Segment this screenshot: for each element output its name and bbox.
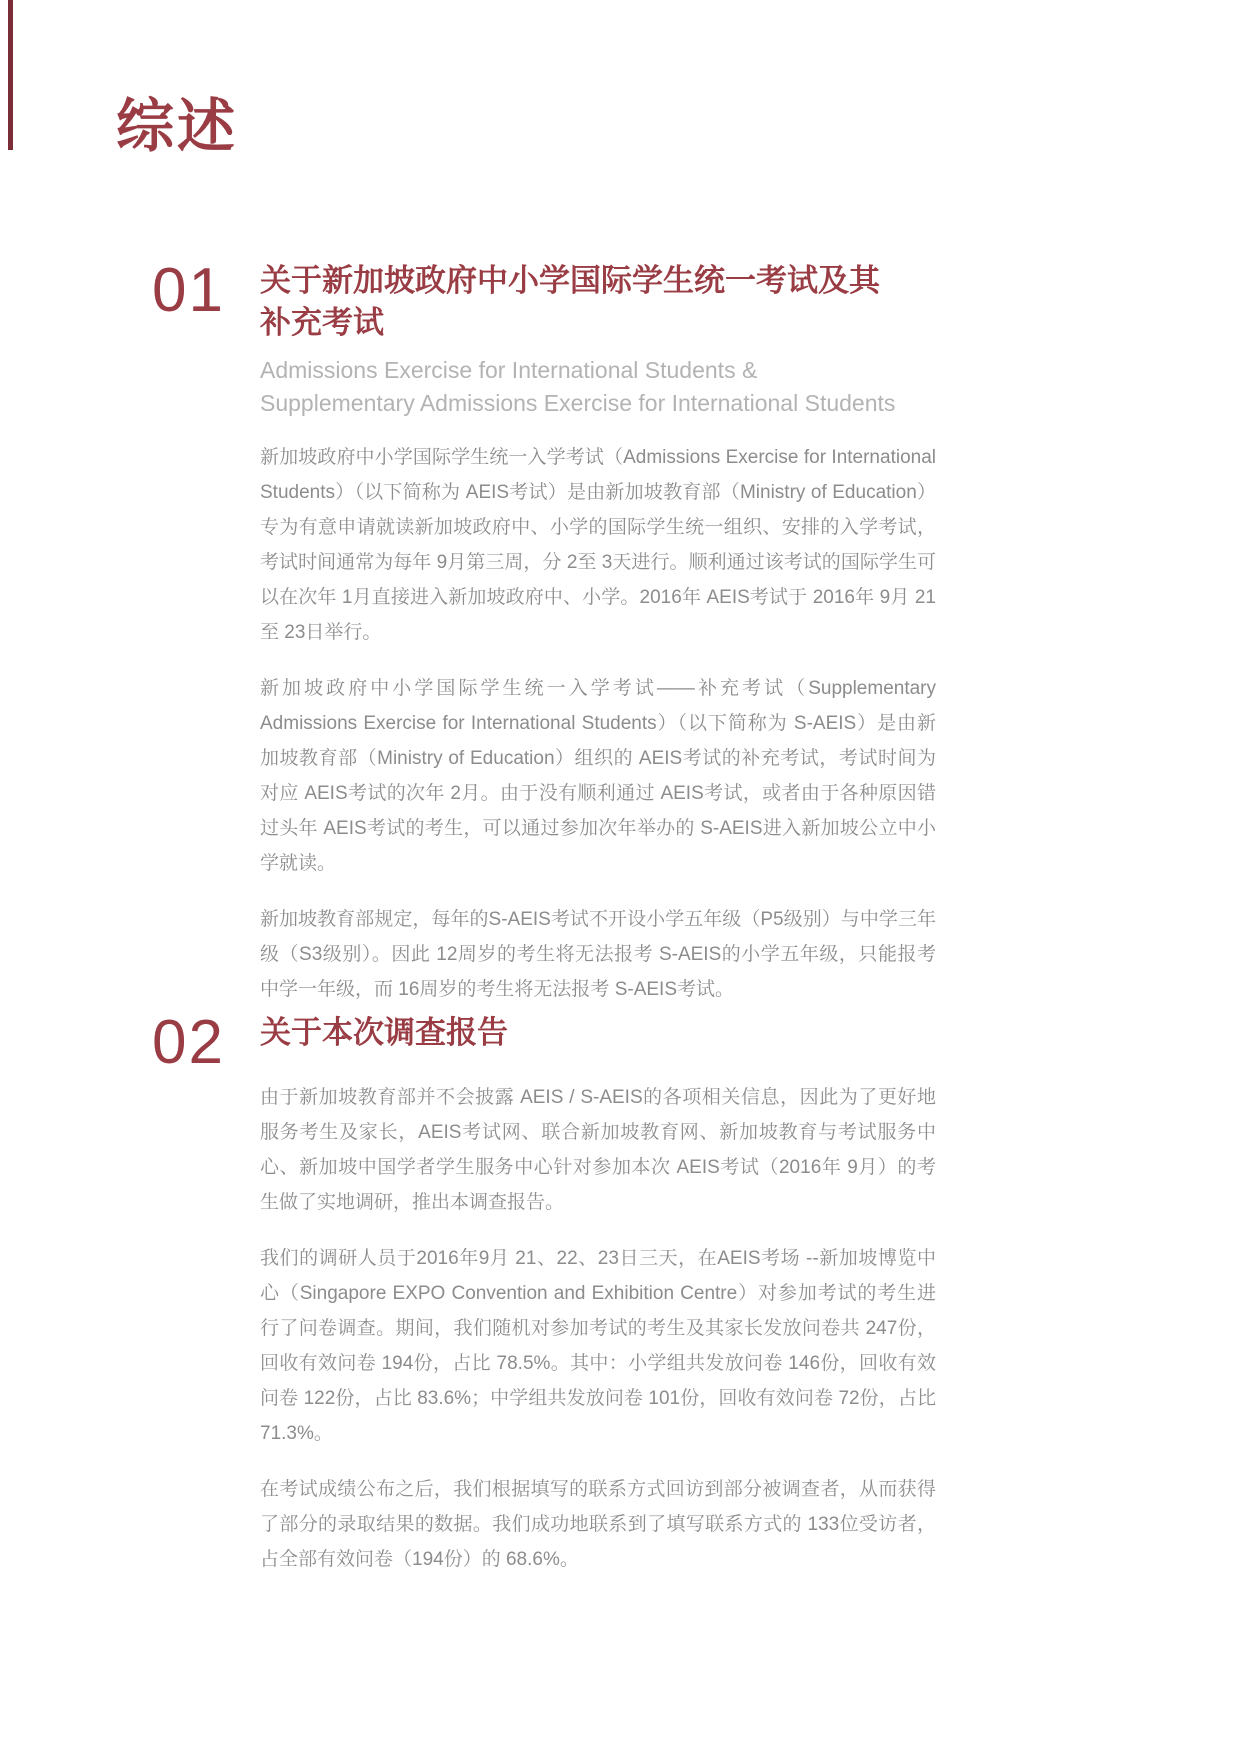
section-body bbox=[260, 1012, 936, 1577]
section-survey-report bbox=[152, 1008, 936, 1577]
left-accent-stripe bbox=[8, 0, 13, 150]
section-body bbox=[260, 260, 936, 1007]
section-number: 01 bbox=[152, 256, 225, 325]
paragraph: 新加坡政府中小学国际学生统一入学考试（Admissions Exercise for International Students）（以下简称为 AEIS考试）是由新加坡教育部（Ministry of Education）专为有意申请就读新加坡政府中、小学的国际学生统一组织、安排的入学考试，考试时间通常为每年 9月第三周，分 2至 3天进行。顺利通过该考试的国际学生可以在次年 1月直接进入新加坡政府中、小学。2016年 AEIS考试于 2016年 9月 21至 23日举行。 bbox=[260, 447, 936, 643]
section-heading: 关于新加坡政府中小学国际学生统一考试及其补充考试 bbox=[260, 263, 880, 340]
section-subheading bbox=[260, 354, 936, 420]
section-heading: 关于本次调查报告 bbox=[260, 1015, 508, 1050]
paragraph: 在考试成绩公布之后，我们根据填写的联系方式回访到部分被调查者，从而获得了部分的录取结果的数据。我们成功地联系到了填写联系方式的 133位受访者，占全部有效问卷（194份）的 68.6%。 bbox=[260, 1479, 936, 1570]
paragraph: 新加坡政府中小学国际学生统一入学考试——补充考试（Supplementary Admissions Exercise for International Students）（以下简称为 S-AEIS）是由新加坡教育部（Ministry of Education）组织的 AEIS考试的补充考试，考试时间为对应 AEIS考试的次年 2月。由于没有顺利通过 AEIS考试，或者由于各种原因错过头年 AEIS考试的考生，可以通过参加次年举办的 S-AEIS进入新加坡公立中小学就读。 bbox=[260, 678, 936, 874]
section-subheading-line: Supplementary Admissions Exercise for International Students bbox=[260, 390, 896, 416]
page-title: 综述 bbox=[116, 94, 239, 159]
paragraph: 由于新加坡教育部并不会披露 AEIS / S-AEIS的各项相关信息，因此为了更好地服务考生及家长，AEIS考试网、联合新加坡教育网、新加坡教育与考试服务中心、新加坡中国学者学生服务中心针对参加本次 AEIS考试（2016年 9月）的考生做了实地调研，推出本调查报告。 bbox=[260, 1087, 936, 1213]
paragraph: 新加坡教育部规定，每年的S-AEIS考试不开设小学五年级（P5级别）与中学三年级（S3级别）。因此 12周岁的考生将无法报考 S-AEIS的小学五年级，只能报考中学一年级，而 16周岁的考生将无法报考 S-AEIS考试。 bbox=[260, 909, 936, 1000]
section-aeis-overview bbox=[152, 256, 936, 1007]
paragraph: 我们的调研人员于2016年9月 21、22、23日三天，在AEIS考场 --新加坡博览中心（Singapore EXPO Convention and Exhibition Centre）对参加考试的考生进行了问卷调查。期间，我们随机对参加考试的考生及其家长发放问卷共 247份，回收有效问卷 194份，占比 78.5%。其中：小学组共发放问卷 146份，回收有效问卷 122份，占比 83.6%；中学组共发放问卷 101份，回收有效问卷 72份，占比 71.3%。 bbox=[260, 1248, 936, 1444]
section-number: 02 bbox=[152, 1008, 225, 1077]
section-subheading-line: Admissions Exercise for International Students & bbox=[260, 357, 758, 383]
